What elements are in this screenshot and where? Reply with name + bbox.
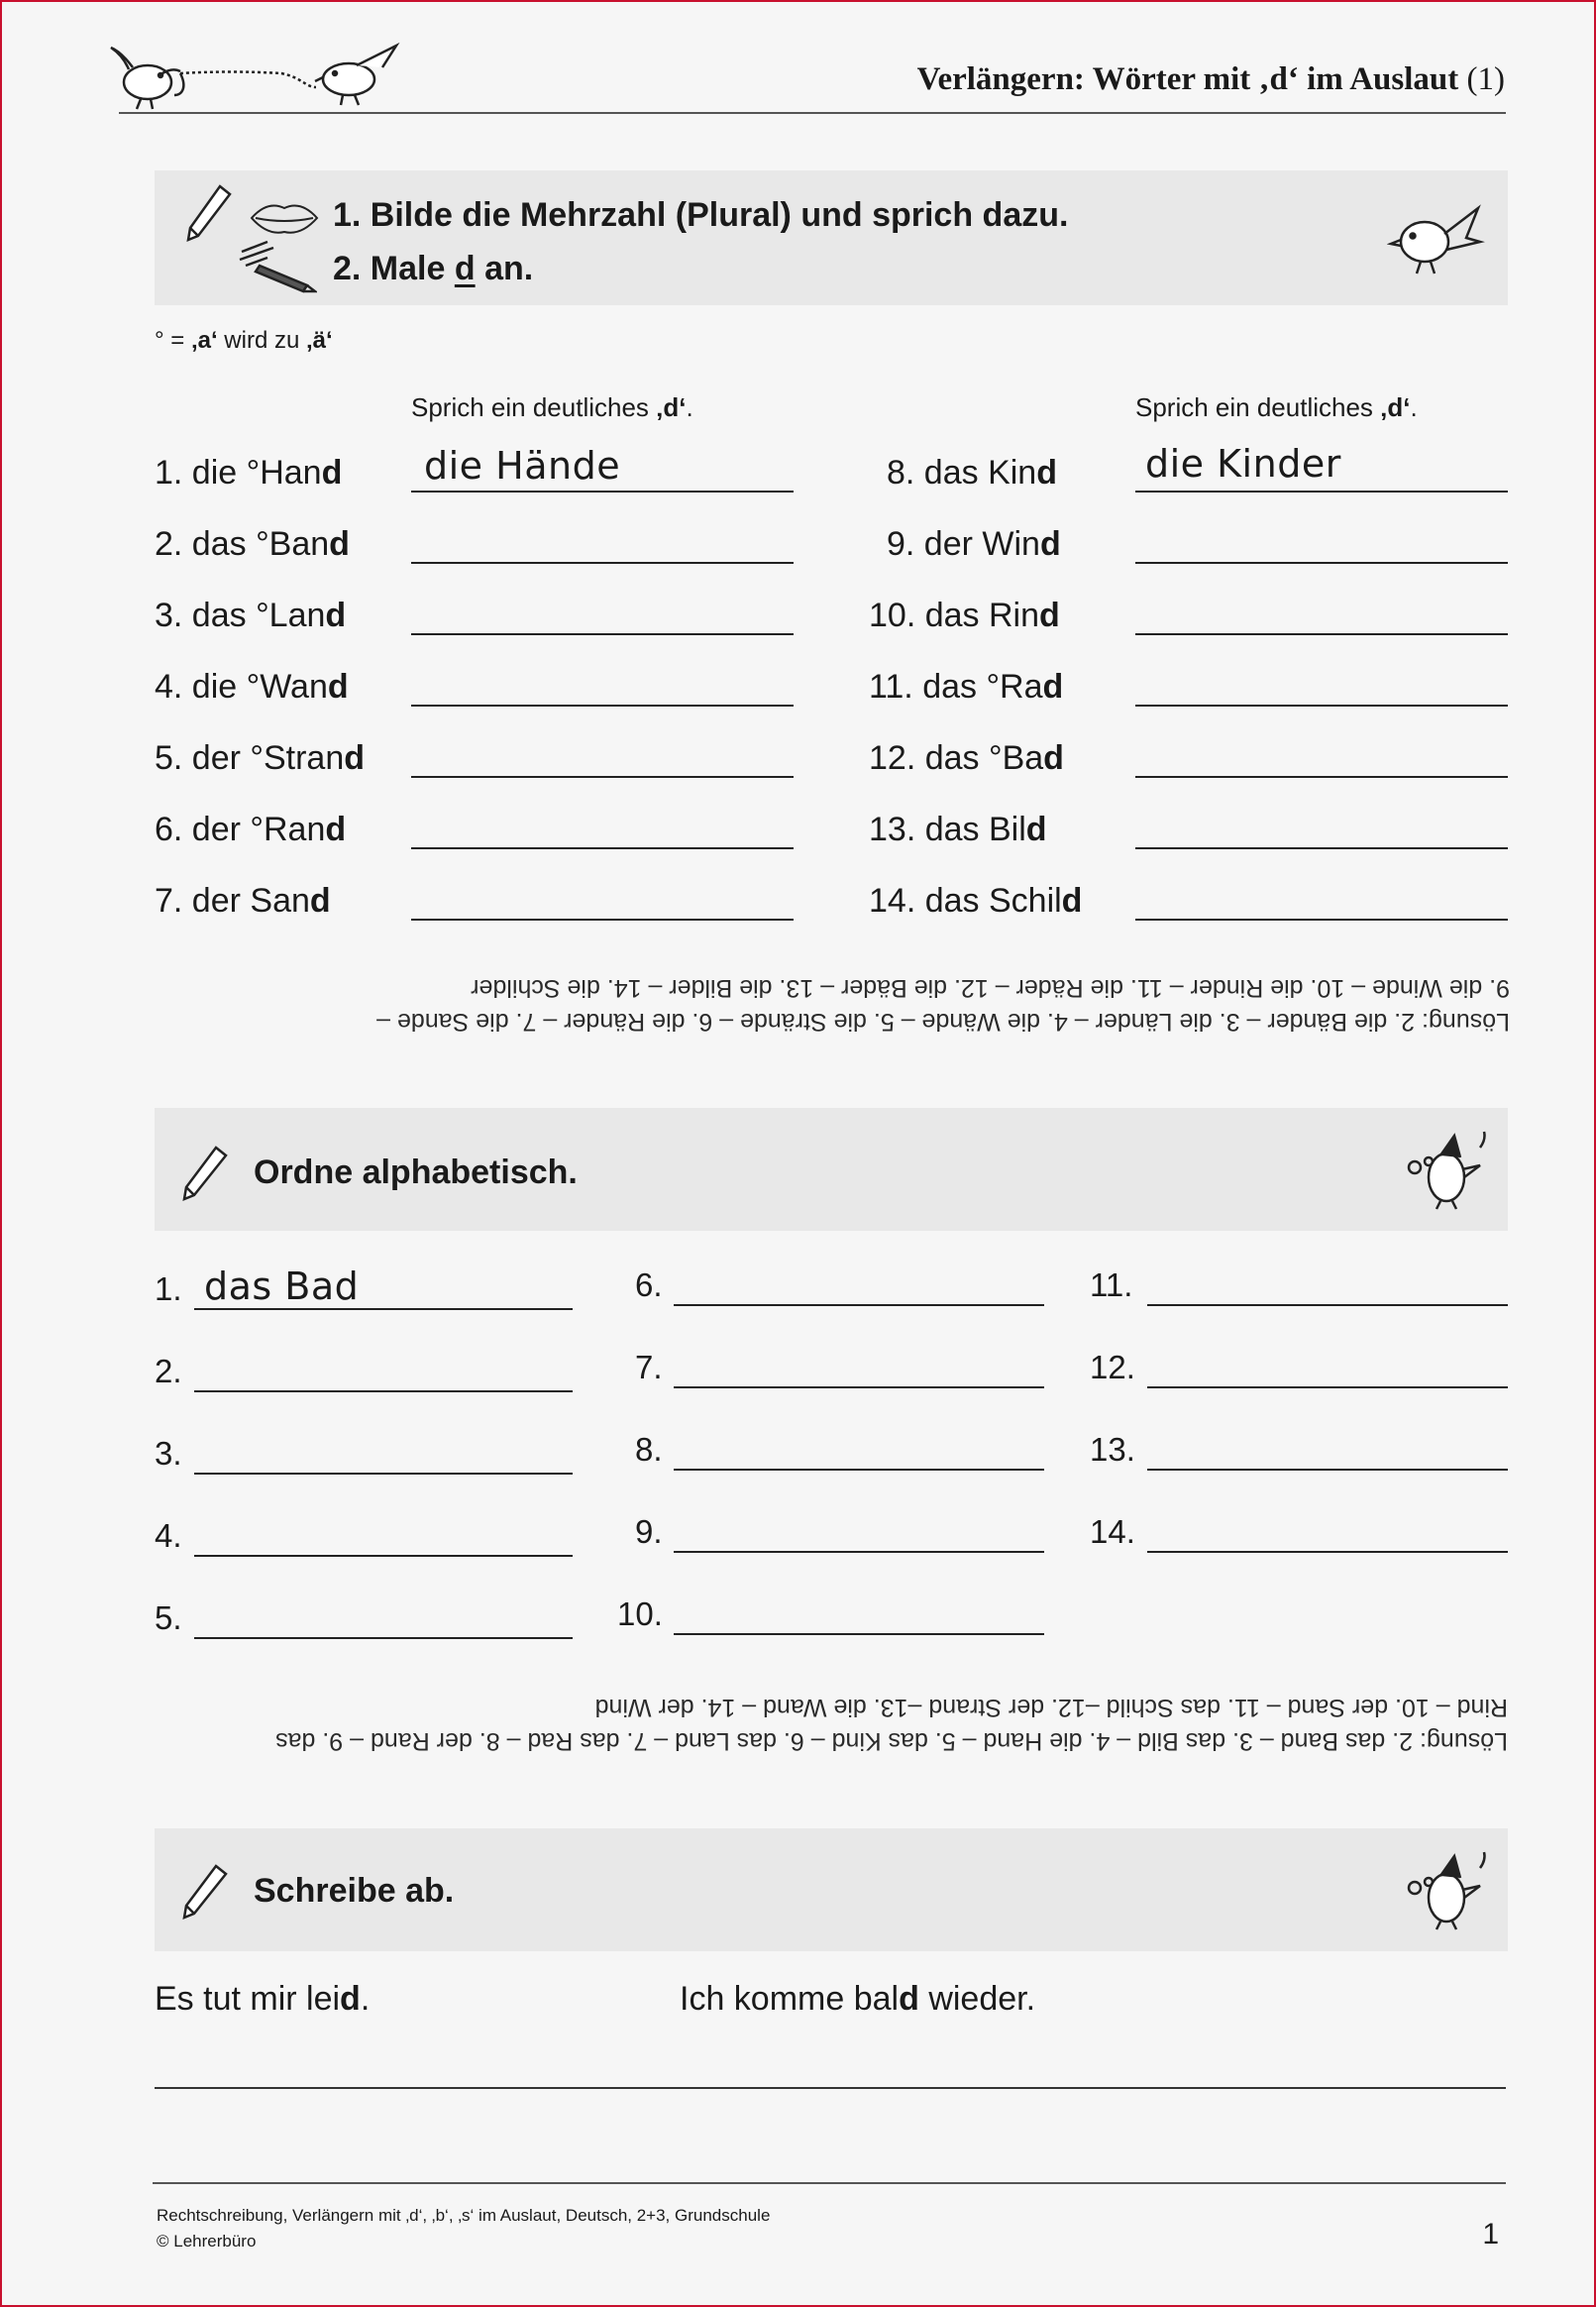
instruction-2-letter: d	[454, 250, 476, 287]
word-ending-d: d	[1025, 811, 1047, 848]
answer-line[interactable]	[411, 847, 794, 849]
answer-line[interactable]	[1135, 705, 1508, 707]
word-item	[869, 739, 1064, 778]
answer-line[interactable]	[411, 562, 794, 564]
singing-bird-icon	[1401, 1128, 1490, 1218]
word-stem: 1. die °Han	[155, 454, 322, 492]
order-answer-line[interactable]	[194, 1637, 573, 1639]
hint-text: Sprich ein deutliches	[411, 392, 657, 422]
note-middle: wird zu	[217, 327, 306, 354]
sentence-text: wieder.	[918, 1980, 1036, 2018]
header-divider	[119, 112, 1506, 114]
note-prefix: ° =	[155, 327, 191, 354]
answer-line[interactable]	[411, 491, 794, 493]
word-stem: 7. der San	[155, 882, 310, 920]
word-item	[869, 668, 1063, 707]
task3-title: Schreibe ab.	[254, 1872, 455, 1910]
order-answer-line[interactable]	[674, 1551, 1044, 1553]
order-number: 11.	[1090, 1266, 1133, 1303]
bird-icon	[1387, 198, 1486, 284]
solution-text: Rind – 10. der Sand – 11. das Schild –12. der Strand –13. die Wand – 14. der Wind	[594, 1694, 1508, 1721]
order-answer-line[interactable]	[194, 1308, 573, 1310]
answer-line[interactable]	[1135, 562, 1508, 564]
answer-example: die Hände	[424, 444, 621, 488]
order-number: 8.	[635, 1431, 663, 1468]
word-ending-d: d	[309, 882, 331, 920]
birds-with-worm-icon	[103, 38, 430, 122]
word-ending-d: d	[325, 811, 347, 848]
word-stem: 6. der °Ran	[155, 811, 326, 848]
footer-divider	[153, 2182, 1506, 2184]
pencil-icon	[184, 182, 234, 249]
answer-line[interactable]	[1135, 847, 1508, 849]
task1-instruction-1: 1. Bilde die Mehrzahl (Plural) und sprich dazu.	[333, 196, 1069, 234]
word-stem: 13. das Bil	[869, 811, 1026, 848]
word-ending-d: d	[1036, 454, 1057, 492]
word-stem: 5. der °Stran	[155, 739, 345, 777]
order-answer-line[interactable]	[674, 1633, 1044, 1635]
pencil-icon	[180, 1144, 230, 1208]
sentence-text: Es tut mir lei	[155, 1980, 341, 2018]
order-answer-line[interactable]	[674, 1386, 1044, 1388]
order-number: 4.	[155, 1517, 182, 1554]
pronunciation-hint-left	[411, 392, 693, 423]
sentence-letter-d: d	[899, 1980, 919, 2018]
sentence-letter-d: d	[340, 1980, 361, 2018]
word-ending-d: d	[329, 525, 350, 563]
copy-answer-line[interactable]	[155, 2087, 1506, 2089]
order-number: 3.	[155, 1435, 182, 1472]
word-item	[155, 811, 346, 849]
word-item	[869, 811, 1047, 849]
instruction-box-3	[155, 1828, 1508, 1951]
solution-text: Lösung: 2. das Band – 3. das Bild – 4. die Hand – 5. das Kind – 6. das Land – 7. das Rad – 8. der Rand – 9. das	[275, 1727, 1508, 1755]
answer-line[interactable]	[411, 919, 794, 921]
instruction-2-suffix: an.	[475, 250, 534, 287]
page-title	[917, 61, 1505, 98]
order-answer-line[interactable]	[1147, 1469, 1508, 1471]
word-ending-d: d	[1039, 525, 1061, 563]
word-item	[155, 525, 350, 564]
coloring-pencil-icon	[238, 238, 317, 298]
order-answer-line[interactable]	[674, 1469, 1044, 1471]
pencil-icon	[180, 1862, 230, 1926]
copy-sentence-1	[155, 1980, 370, 2019]
hint-text: Sprich ein deutliches	[1135, 392, 1381, 422]
word-stem: 11. das °Ra	[869, 668, 1043, 706]
order-answer-line[interactable]	[194, 1390, 573, 1392]
footer-copyright: © Lehrerbüro	[157, 2232, 257, 2251]
order-answer-line[interactable]	[1147, 1386, 1508, 1388]
word-item	[869, 597, 1060, 635]
word-item	[155, 454, 342, 493]
hint-letter: ‚d‘	[656, 392, 687, 422]
answer-line[interactable]	[1135, 919, 1508, 921]
word-item	[887, 525, 1061, 564]
word-stem: 14. das Schil	[869, 882, 1062, 920]
answer-example: die Kinder	[1145, 442, 1341, 486]
order-number: 1.	[155, 1270, 182, 1307]
word-item	[887, 454, 1057, 493]
word-ending-d: d	[1061, 882, 1083, 920]
word-stem: 2. das °Ban	[155, 525, 330, 563]
order-number: 7.	[635, 1349, 663, 1385]
hint-period: .	[1410, 392, 1418, 422]
word-ending-d: d	[321, 454, 343, 492]
order-answer-line[interactable]	[194, 1555, 573, 1557]
note-a: ‚a‘	[190, 327, 218, 354]
footer-source: Rechtschreibung, Verlängern mit ‚d‘, ‚b‘, ‚s‘ im Auslaut, Deutsch, 2+3, Grundschule	[157, 2206, 771, 2225]
word-stem: 4. die °Wan	[155, 668, 328, 706]
order-answer-line[interactable]	[194, 1473, 573, 1475]
order-number: 13.	[1090, 1431, 1135, 1468]
hint-period: .	[686, 392, 693, 422]
answer-line[interactable]	[411, 776, 794, 778]
task1-instruction-2	[333, 250, 533, 288]
answer-example: das Bad	[204, 1264, 360, 1308]
word-stem: 3. das °Lan	[155, 597, 326, 634]
word-ending-d: d	[325, 597, 347, 634]
order-number: 5.	[155, 1599, 182, 1636]
answer-line[interactable]	[1135, 491, 1508, 493]
word-ending-d: d	[327, 668, 349, 706]
order-number: 9.	[635, 1513, 663, 1550]
umlaut-note	[155, 327, 333, 355]
solution-text: 9. die Winde – 10. die Rinder – 11. die Räder – 12. die Bäder – 13. die Bilder – 14. die Schilder	[471, 974, 1510, 1002]
word-item	[155, 597, 346, 635]
word-ending-d: d	[344, 739, 366, 777]
instruction-2-prefix: 2. Male	[333, 250, 455, 287]
word-stem: 10. das Rin	[869, 597, 1039, 634]
mouth-icon	[250, 198, 319, 243]
word-item	[155, 668, 349, 707]
copy-sentence-2	[680, 1980, 1035, 2019]
answer-line[interactable]	[411, 633, 794, 635]
singing-bird-icon	[1401, 1848, 1490, 1938]
instruction-box-1	[155, 170, 1508, 305]
note-ae: ‚ä‘	[306, 327, 333, 354]
page-title-text: Verlängern: Wörter mit ‚d‘ im Auslaut	[916, 61, 1459, 97]
order-answer-line[interactable]	[674, 1304, 1044, 1306]
answer-line[interactable]	[411, 705, 794, 707]
word-item	[155, 739, 365, 778]
word-stem: 8. das Kin	[887, 454, 1037, 492]
page-title-number: (1)	[1466, 61, 1505, 97]
hint-letter: ‚d‘	[1380, 392, 1411, 422]
order-number: 14.	[1090, 1513, 1135, 1550]
order-answer-line[interactable]	[1147, 1304, 1508, 1306]
instruction-box-2	[155, 1108, 1508, 1231]
word-item	[869, 882, 1082, 921]
order-answer-line[interactable]	[1147, 1551, 1508, 1553]
answer-line[interactable]	[1135, 776, 1508, 778]
word-item	[155, 882, 331, 921]
pronunciation-hint-right	[1135, 392, 1418, 423]
sentence-text: Ich komme bal	[680, 1980, 900, 2018]
answer-line[interactable]	[1135, 633, 1508, 635]
word-ending-d: d	[1039, 597, 1060, 634]
order-number: 10.	[617, 1595, 663, 1632]
word-ending-d: d	[1042, 668, 1064, 706]
word-stem: 12. das °Ba	[869, 739, 1044, 777]
order-number: 12.	[1090, 1349, 1135, 1385]
page-number: 1	[1482, 2218, 1499, 2251]
task2-title: Ordne alphabetisch.	[254, 1154, 578, 1191]
solution-text: Lösung: 2. die Bänder – 3. die Länder – 4. die Wände – 5. die Strände – 6. die Ränder – 7. die Sande –	[376, 1008, 1510, 1036]
sentence-text: .	[360, 1980, 371, 2018]
word-ending-d: d	[1043, 739, 1064, 777]
word-stem: 9. der Win	[887, 525, 1040, 563]
order-number: 2.	[155, 1353, 182, 1389]
order-number: 6.	[635, 1266, 663, 1303]
